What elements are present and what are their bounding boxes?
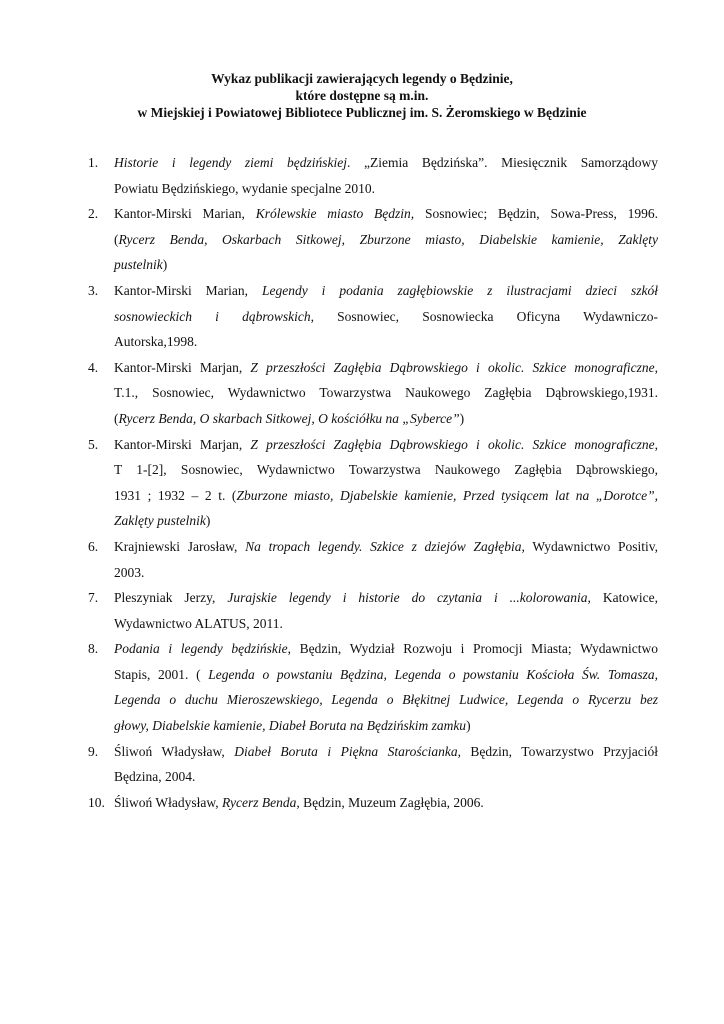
title-segment: Na tropach legendy. Szkice z dziejów Zagłębia, (245, 538, 525, 554)
entry-line (114, 508, 658, 534)
text-segment: . „Ziemia Będzińska”. Miesięcznik Samorządowy (347, 155, 658, 170)
entry-line (114, 252, 658, 278)
title-segment: Legendy i podania zagłębiowskie z ilustracjami dzieci szkół (261, 282, 658, 298)
title-segment: Legenda o powstaniu Będzina, Legenda o powstaniu Kościoła Św. Tomasza, (208, 666, 658, 682)
text-segment: 2003. (114, 564, 145, 580)
list-item-number: 6. (88, 538, 99, 554)
text-segment: Autorska,1998. (114, 334, 198, 350)
text-segment: , Sosnowiec, Sosnowiecka Oficyna Wydawniczo- (310, 308, 658, 324)
text-segment: ( (114, 231, 119, 247)
list-item-number: 10. (88, 794, 105, 810)
list-item-number: 3. (88, 282, 99, 298)
title-segment: Rycerz Benda (222, 794, 297, 810)
title-segment: Jurajskie legendy i historie do czytania i ...kolorowania, (227, 590, 591, 606)
title-segment: Diabeł Boruta i Piękna Starościanka (234, 743, 458, 759)
text-segment: T 1-[2], Sosnowiec, Wydawnictwo Towarzystwa Naukowego Zagłębia Dąbrowskiego, (114, 462, 658, 478)
title-line-2: które dostępne są m.in. (295, 88, 429, 103)
title-segment: Z przeszłości Zagłębia Dąbrowskiego i okolic. Szkice monograficzne (250, 436, 655, 452)
text-segment: Będzina, 2004. (114, 769, 196, 785)
title-segment: Zaklęty pustelnik (114, 513, 206, 529)
entry-line (114, 713, 658, 739)
list-item (88, 201, 658, 278)
title-segment: Królewskie miasto Będzin, (255, 206, 415, 222)
entry-line (114, 483, 658, 509)
entry-line (114, 432, 658, 458)
text-segment: ( (114, 410, 119, 426)
list-item (88, 534, 658, 585)
list-item (88, 790, 658, 816)
entry-line (114, 739, 658, 765)
text-segment: , Będzin, Towarzystwo Przyjaciół (457, 743, 659, 759)
publication-list (88, 150, 658, 815)
entry-line (114, 201, 658, 227)
entry-line (114, 150, 658, 176)
entry-line (114, 355, 658, 381)
entry-line (114, 687, 658, 713)
title-segment: sosnowieckich i dąbrowskich (114, 308, 311, 324)
entry-line (114, 534, 658, 560)
entry-line (114, 790, 658, 816)
entry-line (114, 176, 658, 202)
text-segment: Wydawnictwo ALATUS, 2011. (114, 615, 283, 631)
list-item (88, 355, 658, 432)
text-segment: ) (205, 513, 211, 529)
text-segment: Krajniewski Jarosław, (114, 538, 246, 554)
entry-line (114, 662, 658, 688)
entry-line (114, 764, 658, 790)
text-segment: Kantor-Mirski Marian, (114, 206, 256, 222)
list-item (88, 278, 658, 355)
entry-line (114, 227, 658, 253)
entry-line (114, 304, 658, 330)
text-segment: Stapis, 2001. ( (114, 666, 209, 682)
title-segment: Rycerz Benda, O skarbach Sitkowej, O kościółku na „Syberce” (118, 410, 460, 426)
text-segment: Pleszyniak Jerzy, (114, 590, 228, 606)
title-line-3: w Miejskiej i Powiatowej Bibliotece Publicznej im. S. Żeromskiego w Będzinie (137, 105, 587, 120)
list-item-number: 7. (88, 590, 99, 606)
entry-line (114, 380, 658, 406)
list-item-number: 1. (88, 155, 99, 170)
entry-line (114, 457, 658, 483)
title-segment: Historie i legendy ziemi będzińskiej (114, 155, 348, 170)
list-item (88, 150, 658, 201)
title-segment: pustelnik (114, 257, 163, 273)
title-segment: Rycerz Benda, Oskarbach Sitkowej, Zburzone miasto, Diabelskie kamienie, Zaklęty (118, 231, 658, 247)
text-segment: , Będzin, Muzeum Zagłębia, 2006. (296, 794, 484, 810)
text-segment: ) (162, 257, 168, 273)
page-title (0, 70, 724, 121)
text-segment: ) (459, 410, 465, 426)
text-segment: Kantor-Mirski Marjan, (114, 359, 251, 375)
list-item-number: 2. (88, 206, 99, 222)
title-segment: Legenda o duchu Mieroszewskiego, Legenda o Błękitnej Ludwice, Legenda o Rycerzu bez (114, 692, 658, 708)
list-item (88, 739, 658, 790)
text-segment: Wydawnictwo Positiv, (524, 538, 658, 554)
text-segment: 1931 ; 1932 – 2 t. ( (114, 487, 237, 503)
entry-line (114, 329, 658, 355)
title-segment: Podania i legendy będzińskie (114, 641, 288, 657)
title-segment: Zburzone miasto, Djabelskie kamienie, Przed tysiącem lat na „Dorotce”, (236, 487, 659, 503)
entry-line (114, 636, 658, 662)
list-item-number: 9. (88, 743, 99, 759)
entry-line (114, 406, 658, 432)
text-segment: Katowice, (590, 590, 658, 606)
text-segment: T.1., Sosnowiec, Wydawnictwo Towarzystwa Naukowego Zagłębia Dąbrowskiego,1931. (114, 385, 658, 401)
text-segment: Powiatu Będzińskiego, wydanie specjalne 2010. (114, 180, 375, 196)
text-segment: , Będzin, Wydział Rozwoju i Promocji Miasta; Wydawnictwo (287, 641, 658, 657)
title-segment: Z przeszłości Zagłębia Dąbrowskiego i okolic. Szkice monograficzne (250, 359, 655, 375)
entry-line (114, 278, 658, 304)
text-segment: Kantor-Mirski Marjan, (114, 436, 251, 452)
text-segment: Śliwoń Władysław, (114, 743, 235, 759)
text-segment: ) (466, 718, 471, 734)
list-item-number: 8. (88, 641, 99, 657)
list-item-number: 5. (88, 436, 99, 452)
title-line-1: Wykaz publikacji zawierających legendy o Będzinie, (211, 71, 513, 86)
list-item (88, 585, 658, 636)
text-segment: Kantor-Mirski Marian, (114, 282, 262, 298)
entry-line (114, 585, 658, 611)
list-item (88, 432, 658, 534)
text-segment: Sosnowiec; Będzin, Sowa-Press, 1996. (414, 206, 658, 222)
text-segment: , (654, 359, 659, 375)
list-item-number: 4. (88, 359, 99, 375)
title-segment: głowy, Diabelskie kamienie, Diabeł Boruta na Będzińskim zamku (114, 718, 467, 734)
list-item (88, 636, 658, 738)
entry-line (114, 560, 658, 586)
entry-line (114, 611, 658, 637)
text-segment: , (654, 436, 659, 452)
text-segment: Śliwoń Władysław, (114, 794, 222, 810)
